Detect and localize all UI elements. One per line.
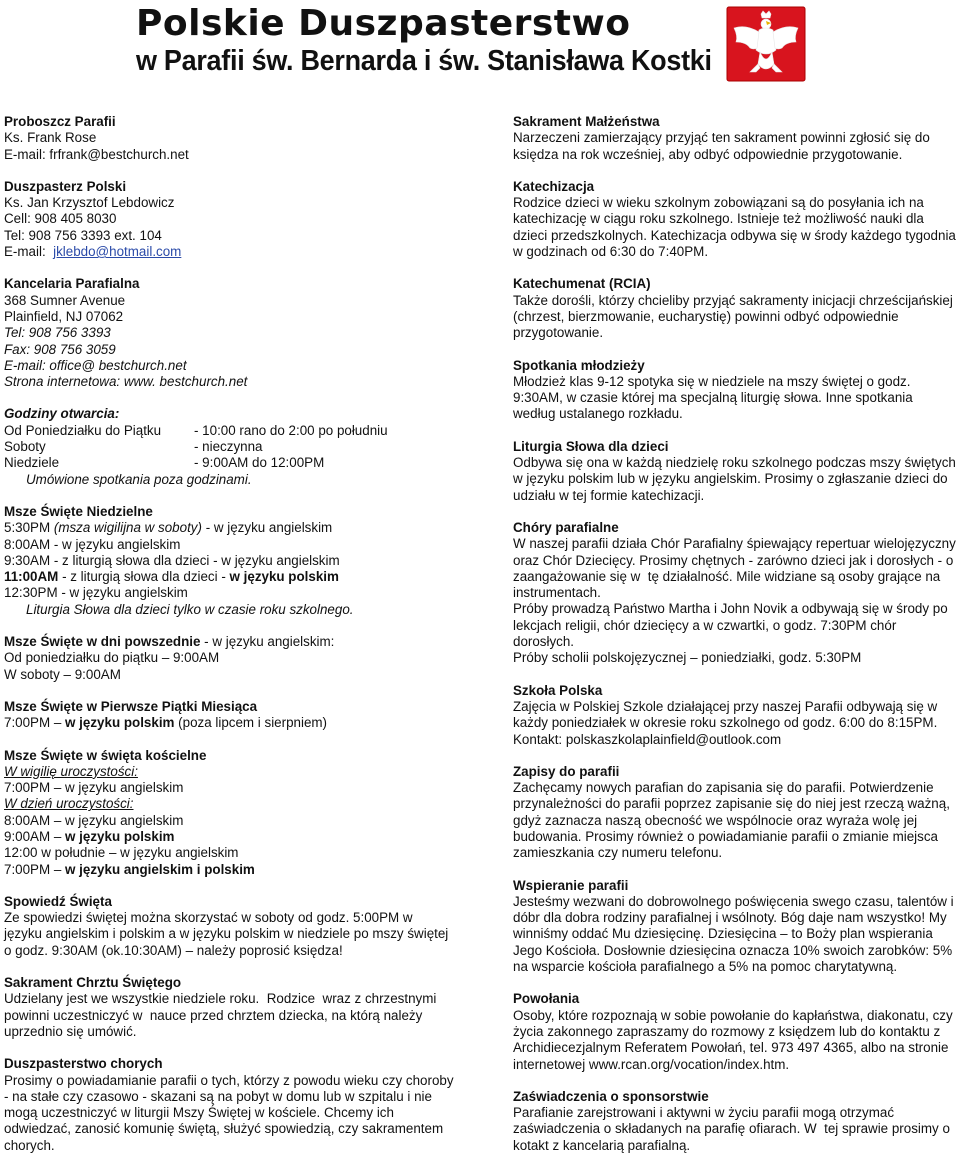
header-title-line1: Polskie Duszpasterstwo xyxy=(136,3,631,44)
duszpasterz-tel: Tel: 908 756 3393 ext. 104 xyxy=(4,227,162,243)
powszednie-title: Msze Święte w dni powszednie xyxy=(4,634,201,650)
niedzielne-line: 8:00AM - w języku angielskim xyxy=(4,536,181,552)
malzenstwo-text: Narzeczeni zamierzający przyjąć ten sakrament powinni zgłosić się do księdza na rok wcześniej, aby odbyć odpowiednie przygotowanie. xyxy=(513,130,930,162)
godziny-table xyxy=(4,423,454,472)
time-text: 7:00PM – xyxy=(4,715,66,731)
powolania-title: Powołania xyxy=(513,991,580,1007)
wigilia-label: W wigilię uroczystości: xyxy=(4,763,138,779)
piatki-section xyxy=(4,699,454,732)
chorzy-title: Duszpasterstwo chorych xyxy=(4,1056,163,1072)
duszpasterz-name: Ks. Jan Krzysztof Lebdowicz xyxy=(4,195,175,211)
duszpasterz-email-line xyxy=(4,244,454,260)
wspieranie-text: Jesteśmy wezwani do dobrowolnego poświęcenia swego czasu, talentów i dóbr dla dobra rodziny parafialnej i wsólnoty. Bóg daje nam wszystko! My winniśmy oddać Mu dziesięcinę. Dziesięcina – to Boży plan wspierania Jego Kościoła. Dosłownie dziesięcina oznacza 10% swoich zarobków: 5% na wsparcie kościoła parafialnego a 5% na pomoc charytatywną. xyxy=(513,893,954,975)
szkola-title: Szkoła Polska xyxy=(513,682,603,698)
koscielne-line xyxy=(4,862,454,878)
language-text: w języku angielskim i polskim xyxy=(65,861,255,877)
koscielne-title: Msze Święte w święta kościelne xyxy=(4,747,207,763)
godziny-row-label: Niedziele xyxy=(4,455,60,471)
email-link[interactable]: jklebdo@hotmail.com xyxy=(53,244,182,260)
powszednie-line: Od poniedziałku do piątku – 9:00AM xyxy=(4,650,220,666)
niedzielne-title: Msze Święte Niedzielne xyxy=(4,503,153,519)
chory-text: Próby prowadzą Państwo Martha i John Novik a odbywają się w środy po lekcjach religii, chór dziecięcy a w czwartki, o godz. 7:30PM chór dorosłych. xyxy=(513,601,948,650)
katechumenat-text: Także dorośli, którzy chcieliby przyjąć sakramenty inicjacji chrześcijańskiej (chrzest, bierzmowanie, eucharystię) powinni odbyć odpowiednie przygotowanie. xyxy=(513,292,953,341)
chrzest-section xyxy=(4,975,454,1040)
note-text: (poza lipcem i sierpniem) xyxy=(174,715,328,731)
piatki-title: Msze Święte w Pierwsze Piątki Miesiąca xyxy=(4,698,258,714)
chory-text: Próby scholii polskojęzycznej – poniedziałki, godz. 5:30PM xyxy=(513,650,862,666)
proboszcz-email: E-mail: frfrank@bestchurch.net xyxy=(4,146,189,162)
niedzielne-section xyxy=(4,504,454,618)
proboszcz-title: Proboszcz Parafii xyxy=(4,114,116,129)
proboszcz-section xyxy=(4,114,454,163)
niedzielne-line xyxy=(4,569,454,585)
niedzielne-line: 12:30PM - w języku angielskim xyxy=(4,585,188,601)
szkola-section xyxy=(513,683,958,748)
katechumenat-section xyxy=(513,276,958,341)
liturgia-text: Odbywa się ona w każdą niedzielę roku szkolnego podczas mszy świętych w języku polskim lub w języku angielskim. Prosimy o zgłaszanie dzieci do udziału w tej formie katechizacji. xyxy=(513,455,956,503)
duszpasterz-cell: Cell: 908 405 8030 xyxy=(4,211,117,227)
kancelaria-title: Kancelaria Parafialna xyxy=(4,276,140,292)
language-text: - w języku angielskim xyxy=(201,520,333,536)
piatki-line xyxy=(4,715,454,731)
powolania-text: Osoby, które rozpoznają w sobie powołanie do kapłaństwa, diakonatu, czy życia zakonnego zapraszamy do rozmowy z księdzem lub do kontaktu z Archidiecezjalnym Referatem Powołań, tel. 973 497 4365, albo na stronie internetowej www.rcan.org/vocation/index.htm. xyxy=(513,1007,953,1072)
time-text: 9:00AM – xyxy=(4,828,66,844)
zaswiadczenia-title: Zaświadczenia o sponsorstwie xyxy=(513,1088,709,1104)
liturgia-title: Liturgia Słowa dla dzieci xyxy=(513,438,669,454)
katechizacja-section xyxy=(513,179,958,260)
liturgy-text: - z liturgią słowa dla dzieci - xyxy=(58,569,230,585)
koscielne-section xyxy=(4,748,454,878)
dzien-label: W dzień uroczystości: xyxy=(4,796,134,812)
liturgia-section xyxy=(513,439,958,504)
katechizacja-title: Katechizacja xyxy=(513,178,595,194)
chory-section xyxy=(513,520,958,667)
koscielne-line xyxy=(4,829,454,845)
header-title-line2: w Parafii św. Bernarda i św. Stanisława Kostki xyxy=(136,45,712,77)
godziny-row-value: - 9:00AM do 12:00PM xyxy=(194,455,325,471)
powszednie-title-rest: - w języku angielskim: xyxy=(200,634,335,650)
right-column xyxy=(513,114,958,1170)
kancelaria-email: E-mail: office@ bestchurch.net xyxy=(4,357,187,373)
zaswiadczenia-text: Parafianie zarejstrowani i aktywni w życiu parafii mogą otrzymać zaświadczenia o składanych na parafię ofiarach. W tej sprawie prosimy o kotakt z kancelarią parafialną. xyxy=(513,1105,954,1153)
niedzielne-line: 9:30AM - z liturgią słowa dla dzieci - w języku angielskim xyxy=(4,552,340,568)
kancelaria-addr1: 368 Sumner Avenue xyxy=(4,292,126,308)
koscielne-line: 7:00PM – w języku angielskim xyxy=(4,780,184,796)
godziny-section xyxy=(4,406,454,487)
kancelaria-addr2: Plainfield, NJ 07062 xyxy=(4,308,124,324)
koscielne-line: 12:00 w południe – w języku angielskim xyxy=(4,845,239,861)
proboszcz-name: Ks. Frank Rose xyxy=(4,130,97,146)
powolania-section xyxy=(513,991,958,1072)
kancelaria-tel: Tel: 908 756 3393 xyxy=(4,325,111,341)
chrzest-title: Sakrament Chrztu Świętego xyxy=(4,975,182,991)
time-text: 7:00PM – xyxy=(4,861,66,877)
godziny-note: Umówione spotkania poza godzinami. xyxy=(26,471,252,487)
polish-white-eagle-icon xyxy=(726,6,806,82)
malzenstwo-title: Sakrament Małżeństwa xyxy=(513,114,660,129)
vigil-note: (msza wigilijna w soboty) xyxy=(53,520,202,536)
language-text: w języku polskim xyxy=(65,715,175,731)
language-text: w języku polskim xyxy=(65,828,175,844)
chory-text: W naszej parafii działa Chór Parafialny śpiewający repertuar wielojęzyczny oraz Chór Dziecięcy. Prosimy chętnych - zarówno dzieci jak i dorosłych - o zaangażowanie się w tę działalność. Mile widziane są osoby grające na instrumentach. xyxy=(513,536,960,601)
spowiedz-text: Ze spowiedzi świętej można skorzystać w soboty od godz. 5:00PM w języku angielskim i polskim a w języku polskim w niedziele po mszy świętej o godz. 9:30AM (ok.10:30AM) – należy poprosić księdza! xyxy=(4,910,449,958)
chorzy-section xyxy=(4,1056,454,1154)
godziny-title: Godziny otwarcia: xyxy=(4,406,120,422)
niedzielne-note: Liturgia Słowa dla dzieci tylko w czasie roku szkolnego. xyxy=(26,601,354,617)
powszednie-section xyxy=(4,634,454,683)
malzenstwo-section xyxy=(513,114,958,163)
chory-title: Chóry parafialne xyxy=(513,519,619,535)
chorzy-text: Prosimy o powiadamianie parafii o tych, którzy z powodu wieku czy choroby - na stałe czy czasowo - skazani są na pobyt w domu lub w szpitalu i nie mogą uczestniczyć w liturgii Mszy Świętej w kościele. Chcemy ich odwiedzać, zanosić komunię świętą, służyć spowiedzią, czy sakramentem chorych. xyxy=(4,1072,454,1153)
zaswiadczenia-section xyxy=(513,1089,958,1154)
zapisy-text: Zachęcamy nowych parafian do zapisania się do parafii. Potwierdzenie przynależności do parafii poprzez zapisanie się do niej jest rzeczą ważną, gdyż zaznacza naszą obecność we wspólnocie oraz wyraża wolę jej budowania. Prosimy również o powiadamianie parafii o zmianie miejsca zamieszkania czy numeru telefonu. xyxy=(513,780,950,861)
powszednie-line: W soboty – 9:00AM xyxy=(4,666,121,682)
kancelaria-www: Strona internetowa: www. bestchurch.net xyxy=(4,374,248,390)
time-text: 5:30PM xyxy=(4,520,54,536)
wspieranie-section xyxy=(513,878,958,976)
language-text: w języku polskim xyxy=(229,569,339,585)
katechizacja-text: Rodzice dzieci w wieku szkolnym zobowiązani są do posyłania ich na katechizację w ciągu roku szkolnego. Istnieje też możliwość nauki dla dzieci przedszkolnych. Katechizacja odbywa się w środy każdego tygodnia w godzinach od 6:30 do 7:40PM. xyxy=(513,195,956,260)
powszednie-title-line xyxy=(4,634,454,650)
niedzielne-line xyxy=(4,520,454,536)
left-column xyxy=(4,114,454,1170)
katechumenat-title: Katechumenat (RCIA) xyxy=(513,276,651,292)
godziny-row-label: Soboty xyxy=(4,439,46,455)
wspieranie-title: Wspieranie parafii xyxy=(513,877,629,893)
godziny-row-label: Od Poniedziałku do Piątku xyxy=(4,422,162,438)
duszpasterz-section xyxy=(4,179,454,260)
godziny-row-value: - 10:00 rano do 2:00 po południu xyxy=(194,422,388,438)
mlodziez-section xyxy=(513,358,958,423)
page-header xyxy=(0,0,960,92)
mlodziez-text: Młodzież klas 9-12 spotyka się w niedziele na mszy świętej o godz. 9:30AM, w czasie której ma specjalną liturgię słowa. Inne spotkania według ustalanego rozkładu. xyxy=(513,373,913,422)
szkola-text: Zajęcia w Polskiej Szkole działającej przy naszej Parafii odbywają się w każdy poniedziałek w okresie roku szkolnego od godz. 6:00 do 8:15PM. Kontakt: polskaszkolaplainfield@outlook.com xyxy=(513,698,938,747)
chrzest-text: Udzielany jest we wszystkie niedziele roku. Rodzice wraz z chrzestnymi powinni uczestniczyć w nauce przed chrztem dziecka, na którą należy uprzednio się umówić. xyxy=(4,991,441,1039)
godziny-row-value: - nieczynna xyxy=(194,439,263,455)
email-label: E-mail: xyxy=(4,244,46,260)
kancelaria-fax: Fax: 908 756 3059 xyxy=(4,341,116,357)
zapisy-section xyxy=(513,764,958,862)
zapisy-title: Zapisy do parafii xyxy=(513,763,620,779)
kancelaria-section xyxy=(4,276,454,390)
spowiedz-section xyxy=(4,894,454,959)
duszpasterz-title: Duszpasterz Polski xyxy=(4,178,127,194)
time-text: 11:00AM xyxy=(4,569,59,585)
mlodziez-title: Spotkania młodzieży xyxy=(513,357,645,373)
spowiedz-title: Spowiedź Święta xyxy=(4,893,112,909)
koscielne-line: 8:00AM – w języku angielskim xyxy=(4,812,184,828)
